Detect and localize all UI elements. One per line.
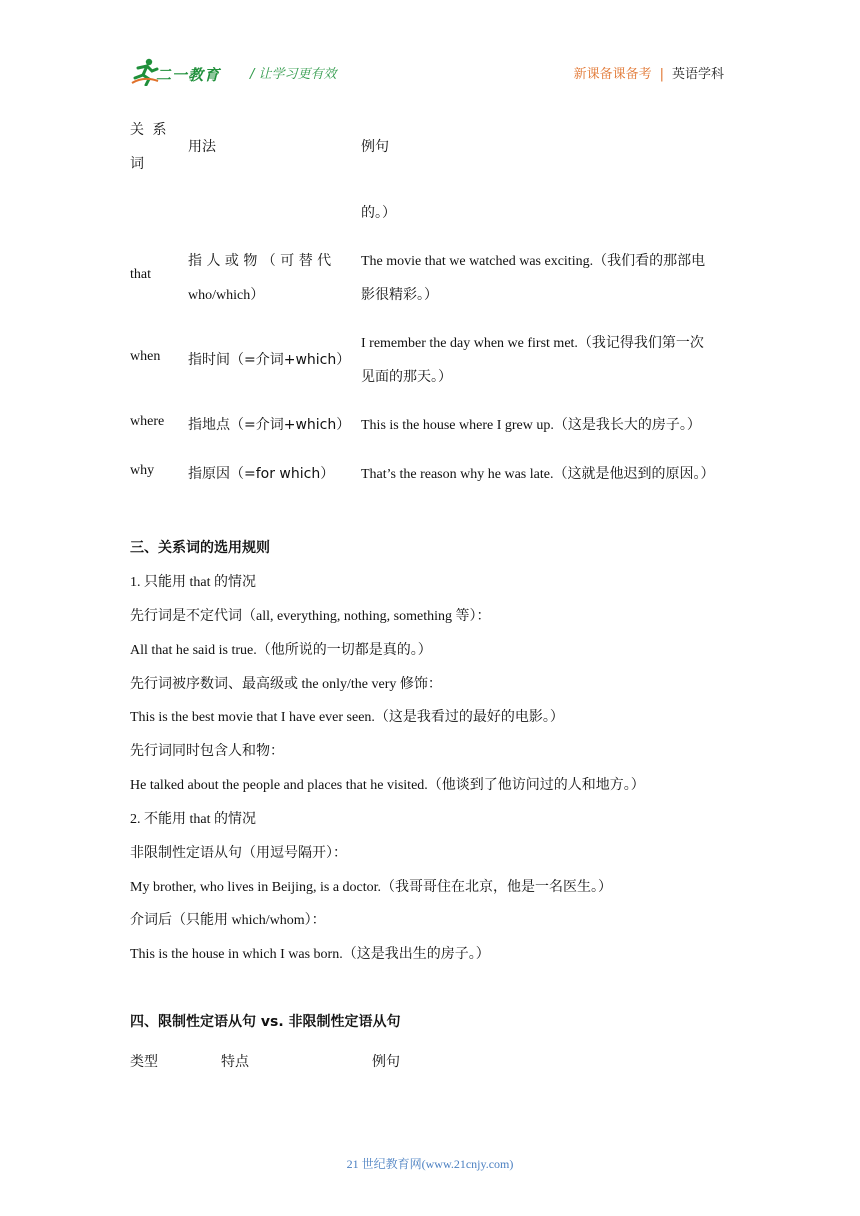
table-row-example-cont: 见面的那天。） [361,369,452,385]
page-header [130,54,730,90]
table-header-example: 例句 [361,139,389,155]
header-subject [574,63,724,82]
rule-heading: 1. 只能用 that 的情况 [130,575,256,590]
logo-text: 二一教育 [156,66,221,84]
example-sentence: My brother, who lives in Beijing, is a doctor.（我哥哥住在北京，他是一名医生。） [130,880,613,895]
rule-line: 先行词被序数词、最高级或 the only/the very 修饰： [130,677,442,692]
table-header-example: 例句 [372,1054,400,1070]
table-header-type: 类型 [130,1054,158,1070]
rule-line: 介词后（只能用 which/whom）： [130,913,326,928]
table-row-usage: 指 人 或 物 （ 可 替 代 [188,253,332,269]
table-header-usage: 用法 [188,139,216,155]
example-sentence: This is the best movie that I have ever seen.（这是我看过的最好的电影。） [130,710,564,725]
header-subject-label: 英语学科 [671,67,724,82]
table-row-word: when [130,349,161,364]
header-separator: | [659,67,664,82]
table-row-usage: 指地点（=介词+which） [188,417,351,433]
table-continuation-text: 的。） [361,205,396,221]
table-row-example: That’s the reason why he was late.（这就是他迟到的原因。） [361,467,715,482]
slogan: / 让学习更有效 [250,67,337,82]
rule-line: 先行词同时包含人和物： [130,744,284,759]
table-header-word-line1: 关 系 [130,122,169,138]
section-title: 三、关系词的选用规则 [130,540,270,556]
table-row-usage-cont: who/which） [188,288,265,303]
section-title: 四、限制性定语从句 vs. 非限制性定语从句 [130,1014,401,1030]
page-footer: 21 世纪教育网(www.21cnjy.com) [346,1157,514,1171]
table-header-word-line2: 词 [130,156,144,172]
table-row-usage: 指时间（=介词+which） [188,352,351,368]
table-row-example: This is the house where I grew up.（这是我长大的房子。） [361,418,701,433]
table-row-example-cont: 影很精彩。） [361,287,438,303]
example-sentence: He talked about the people and places that he visited.（他谈到了他访问过的人和地方。） [130,778,645,793]
example-sentence: This is the house in which I was born.（这是我出生的房子。） [130,947,490,962]
table-header-feature: 特点 [221,1054,249,1070]
rule-heading: 2. 不能用 that 的情况 [130,812,256,827]
table-row-example: I remember the day when we first met.（我记得我们第一次 [361,336,704,351]
table-row-word: that [130,267,151,282]
logo [130,56,240,88]
table-row-word: why [130,463,155,478]
rule-line: 非限制性定语从句（用逗号隔开）： [130,846,347,861]
table-row-example: The movie that we watched was exciting.（我们看的那部电 [361,254,706,269]
rule-line: 先行词是不定代词（all, everything, nothing, something 等）： [130,609,491,624]
table-row-word: where [130,414,165,429]
header-course-label: 新课备课备考 [573,67,652,82]
example-sentence: All that he said is true.（他所说的一切都是真的。） [130,643,432,658]
table-row-usage: 指原因（=for which） [188,466,335,482]
